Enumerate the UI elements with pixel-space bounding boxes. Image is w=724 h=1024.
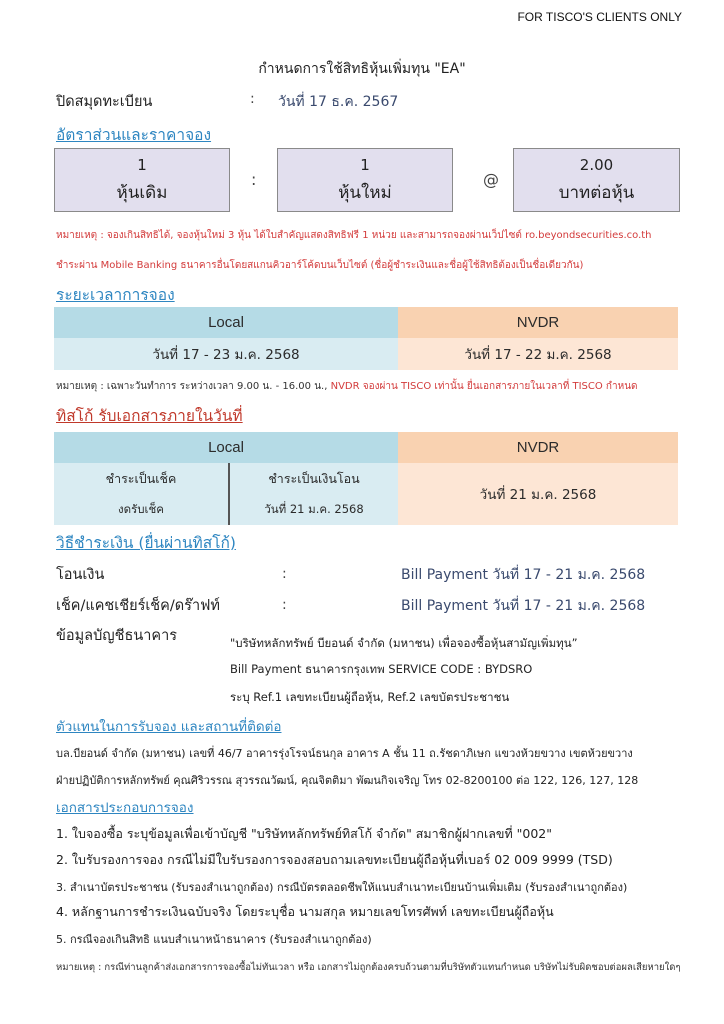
document-title: กำหนดการใช้สิทธิหุ้นเพิ่มทุน "EA" [258, 61, 466, 77]
book-closing-colon: : [250, 91, 255, 107]
agent-contact: ฝ่ายปฏิบัติการหลักทรัพย์ คุณศิริวรรณ สุวรรณวัฒน์, คุณจิตติมา พัฒนกิจเจริญ โทร 02-8200100 ต่อ 122, 126, 127, 128 [56, 774, 639, 787]
document-item-1: 1. ใบจองซื้อ ระบุข้อมูลเพื่อเข้าบัญชี "บริษัทหลักทรัพย์ทิสโก้ จำกัด" สมาชิกผู้ฝากเลขที่ "002" [56, 826, 553, 841]
transfer-label: ชำระเป็นเงินโอน [268, 470, 360, 486]
transfer-bill-payment: Bill Payment วันที่ 17 - 21 ม.ค. 2568 [401, 567, 646, 583]
new-shares-box [277, 148, 453, 212]
ratio-heading[interactable]: อัตราส่วนและราคาจอง [56, 126, 212, 144]
ratio-note-2: ชำระผ่าน Mobile Banking ธนาคารอื่นโดยสแกนคิวอาร์โค้ดบนเว็บไซต์ (ชื่อผู้ชำระเงินและชื่อผู้ใช้สิทธิต้องเป็นชื่อเดียวกัน) [56, 260, 584, 271]
bank-account-name: "บริษัทหลักทรัพย์ บียอนด์ จำกัด (มหาชน) เพื่อจองซื้อหุ้นสามัญเพิ่มทุน” [230, 636, 578, 650]
documents-heading[interactable]: เอกสารประกอบการจอง [56, 800, 194, 816]
client-only-notice: FOR TISCO'S CLIENTS ONLY [517, 10, 682, 24]
book-closing-label: ปิดสมุดทะเบียน [56, 94, 153, 110]
subscription-period-table [54, 307, 678, 370]
new-shares-unit: หุ้นใหม่ [338, 183, 392, 203]
document-item-4: 4. หลักฐานการชำระเงินฉบับจริง โดยระบุชื่อ นามสกุล หมายเลขโทรศัพท์ เลขทะเบียนผู้ถือหุ้น [56, 904, 554, 919]
cheque-value: งดรับเช็ค [118, 501, 164, 516]
tisco-docs-heading[interactable]: ทิสโก้ รับเอกสารภายในวันที่ [56, 407, 243, 425]
document-item-2: 2. ใบรับรองการจอง กรณีไม่มีใบรับรองการจองสอบถามเลขทะเบียนผู้ถือหุ้นที่เบอร์ 02 009 9999 (TSD) [56, 852, 613, 867]
cheque-label-row: เช็ค/แคชเชียร์เช็ค/ดร๊าฟท์ [56, 598, 220, 614]
price-value: 2.00 [579, 156, 614, 174]
period-local-value: วันที่ 17 - 23 ม.ค. 2568 [54, 338, 398, 370]
price-separator: @ [483, 170, 499, 189]
agent-address: บล.บียอนด์ จำกัด (มหาชน) เลขที่ 46/7 อาคารรุ่งโรจน์ธนกุล อาคาร A ชั้น 11 ถ.รัชดาภิเษก แขวงห้วยขวาง เขตห้วยขวาง [56, 747, 633, 760]
bank-info-label: ข้อมูลบัญชีธนาคาร [56, 628, 177, 644]
price-box [513, 148, 680, 212]
document-item-3: 3. สำเนาบัตรประชาชน (รับรองสำเนาถูกต้อง) กรณีบัตรตลอดชีพให้แนบสำเนาทะเบียนบ้านเพิ่มเติม (รับรองสำเนาถูกต้อง) [56, 881, 628, 894]
bank-ref-instructions: ระบุ Ref.1 เลขทะเบียนผู้ถือหุ้น, Ref.2 เลขบัตรประชาชน [230, 690, 510, 704]
docs-nvdr-header: NVDR [398, 432, 678, 463]
transfer-column [230, 463, 398, 525]
transfer-colon: : [282, 566, 287, 582]
payment-method-heading[interactable]: วิธีชำระเงิน (ยื่นผ่านทิสโก้) [56, 534, 236, 552]
old-shares-box [54, 148, 230, 212]
price-unit: บาทต่อหุ้น [558, 183, 635, 203]
period-local-header: Local [54, 307, 398, 338]
book-closing-date: วันที่ 17 ธ.ค. 2567 [278, 94, 399, 110]
new-shares-value: 1 [360, 156, 370, 174]
ratio-note-1: หมายเหตุ : จองเกินสิทธิได้, จองหุ้นใหม่ 3 หุ้น ได้ใบสำคัญแสดงสิทธิฟรี 1 หน่วย และสามารถจองผ่านเว็ปไซต์ ro.beyondsecurities.co.th [56, 230, 652, 241]
period-note-text: หมายเหตุ : เฉพาะวันทำการ ระหว่างเวลา 9.00 น. - 16.00 น., [56, 381, 331, 392]
agent-heading[interactable]: ตัวแทนในการรับจอง และสถานที่ติดต่อ [56, 719, 282, 735]
tisco-docs-table [54, 432, 678, 525]
document-item-5: 5. กรณีจองเกินสิทธิ แนบสำเนาหน้าธนาคาร (รับรองสำเนาถูกต้อง) [56, 933, 372, 946]
docs-local-header: Local [54, 432, 398, 463]
period-nvdr-header: NVDR [398, 307, 678, 338]
period-nvdr-value: วันที่ 17 - 22 ม.ค. 2568 [398, 338, 678, 370]
subscription-period-heading[interactable]: ระยะเวลาการจอง [56, 286, 175, 304]
cheque-label: ชำระเป็นเช็ค [105, 470, 177, 486]
transfer-label-row: โอนเงิน [56, 567, 105, 583]
old-shares-unit: หุ้นเดิม [116, 183, 168, 203]
bank-service-code: Bill Payment ธนาคารกรุงเทพ SERVICE CODE : BYDSRO [230, 662, 533, 676]
ratio-separator: : [251, 170, 257, 189]
period-note [56, 379, 638, 394]
period-note-nvdr: NVDR จองผ่าน TISCO เท่านั้น ยื่นเอกสารภายในเวลาที่ TISCO กำหนด [330, 381, 638, 392]
cheque-bill-payment: Bill Payment วันที่ 17 - 21 ม.ค. 2568 [401, 598, 646, 614]
documents-footnote: หมายเหตุ : กรณีท่านลูกค้าส่งเอกสารการจองซื้อไม่ทันเวลา หรือ เอกสารไม่ถูกต้องครบถ้วนตามที่บริษัทตัวแทนกำหนด บริษัทไม่รับผิดชอบต่อผลเสียหายใดๆ [56, 962, 681, 973]
transfer-value: วันที่ 21 ม.ค. 2568 [264, 501, 364, 516]
docs-nvdr-value: วันที่ 21 ม.ค. 2568 [398, 463, 678, 525]
old-shares-value: 1 [137, 156, 147, 174]
cheque-column [54, 463, 230, 525]
cheque-colon: : [282, 597, 287, 613]
